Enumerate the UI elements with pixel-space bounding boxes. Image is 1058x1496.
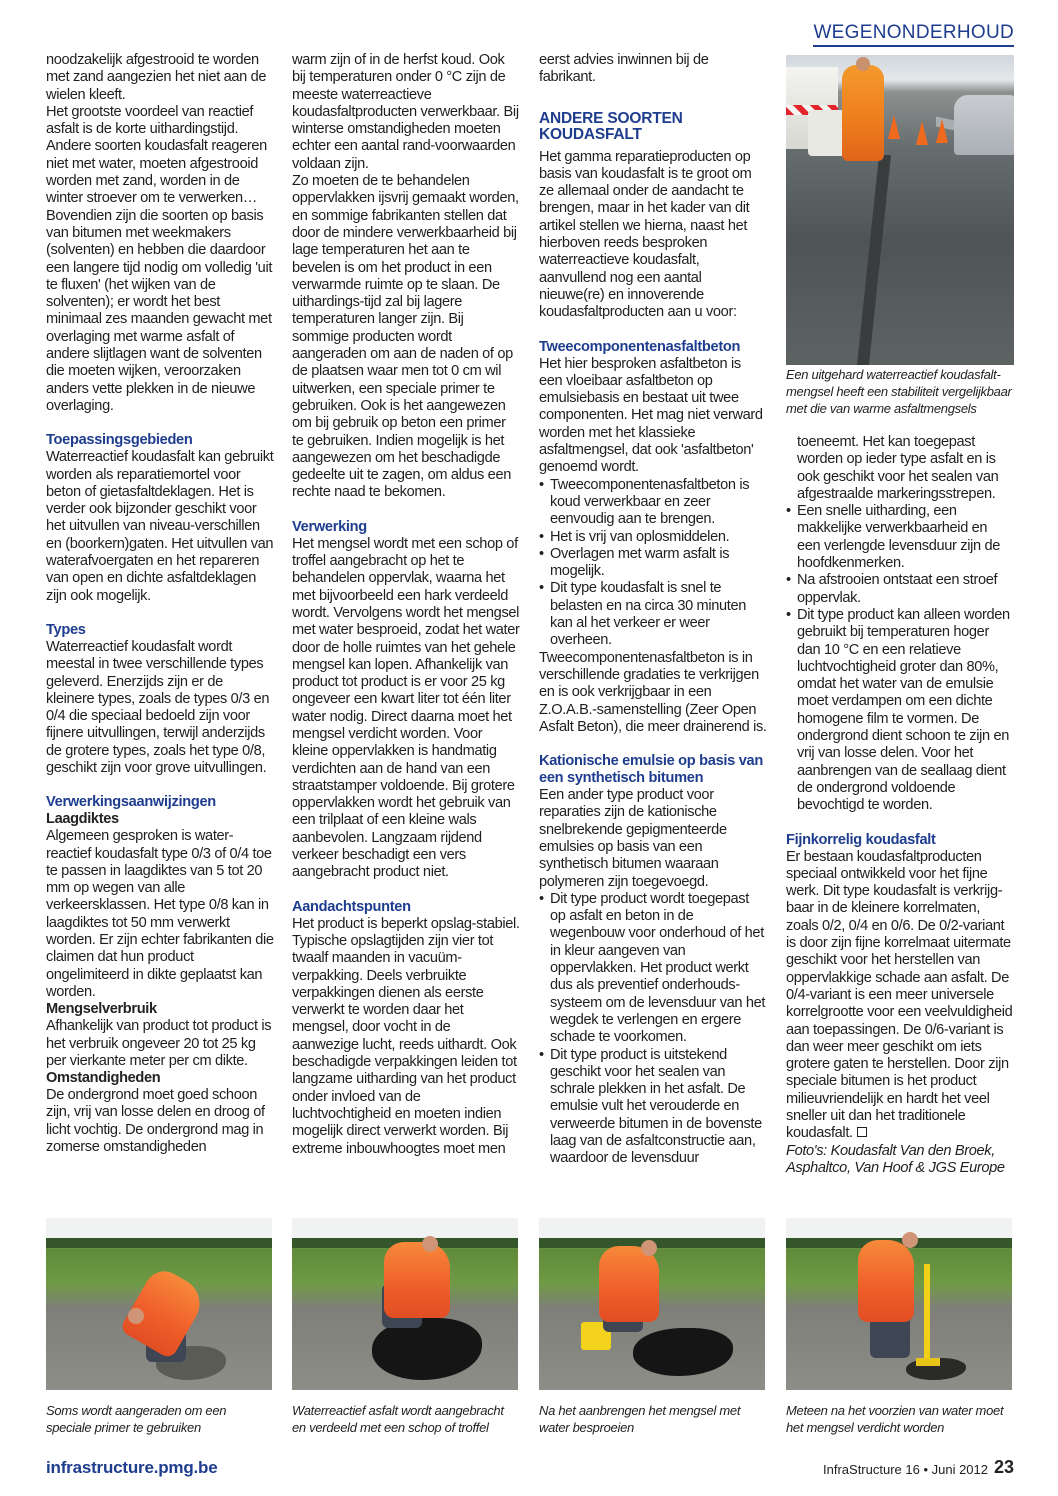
subheading-mengselverbruik: Mengselverbruik <box>46 1001 157 1018</box>
traffic-cone-icon <box>916 121 928 145</box>
heading-tweecomponenten: Tweecomponentenasfaltbeton <box>539 338 741 355</box>
worker-figure <box>384 1242 450 1318</box>
list-item: • Dit type product kan alleen worden gebruikt bij temperaturen hoger dan 10 °C en een relatieve luchtvochtigheid groter dan 80%, omdat het water van de emulsie moet verdampen om een dichte homogene film te vormen. De ondergrond dient schoon te zijn en vrij van losse delen. Voor het aanbrengen van de seallaag dient de ondergrond voldoende bevochtigd te worden. <box>786 607 1014 815</box>
list-item: • Een snelle uitharding, een makkelijke verwerkbaarheid en een verlengde levensduur zijn de hoofdkenmerken. <box>786 503 1014 572</box>
list-item: • Dit type product wordt toegepast op asfalt en beton in de wegenbouw voor onderhoud of het in kleur aangeven van oppervlakken. Het product werkt dus als preventief onderhouds-systeem om de levensduur van het wegdek te verlengen en ergere schade te voorkomen. <box>539 891 767 1047</box>
section-header: WEGENONDERHOUD <box>813 22 1014 47</box>
list-item: • Dit type koudasfalt is snel te belasten en na circa 30 minuten kan al het verkeer er weer overheen. <box>539 580 767 649</box>
heading-types: Types <box>46 621 86 638</box>
heading-toepassingsgebieden: Toepassingsgebieden <box>46 432 193 449</box>
paragraph <box>786 849 1014 1143</box>
subheading-omstandigheden: Omstandigheden <box>46 1070 161 1087</box>
end-mark-icon <box>857 1127 867 1137</box>
paragraph: Een ander type product voor reparaties zijn de kationische snelbrekende gepigmenteerde emulsies op basis van een synthetisch bitumen waaraan polymeren zijn toegevoegd. <box>539 787 727 890</box>
asphalt-patch <box>633 1328 733 1376</box>
list-item: • Tweecomponentenasfaltbeton is koud verwerkbaar en zeer eenvoudig aan te brengen. <box>539 477 767 529</box>
paragraph: Het gamma reparatieproducten op basis van koudasfalt is te groot om ze allemaal onder de aandacht te brengen, maar in het kader van dit artikel stellen we hierna, naast het hierboven reeds besproken waterreactieve koudasfalt, aanvullend nog een aantal nieuwe(re) en innoverende koudasfaltproducten aan u voor: <box>539 148 752 321</box>
bullet-list <box>786 503 1014 814</box>
paragraph: Afhankelijk van product tot product is het verbruik ongeveer 20 tot 25 kg per vierkante meter per cm dikte. <box>46 1018 272 1069</box>
heading-aandachtspunten: Aandachtspunten <box>292 898 411 915</box>
list-item: • Overlagen met warm asfalt is mogelijk. <box>539 546 767 581</box>
paragraph-text: Er bestaan koudasfaltproducten speciaal ontwikkeld voor het fijne werk. Dit type koudasfalt is verkrijg-baar in de kleinere korrelmaten, zoals 0/2, 0/4 en 0/6. De 0/2-variant is door zijn fijne korrelmaat uitermate geschikt voor het herstellen van oppervlakkige schade aan asfalt. De 0/4-variant is een meer universele korrelgrootte voor een veelvuldigheid aan toepassingen. De 0/6-variant is dan weer meer geschikt om iets grotere gaten te herstellen. Door zijn speciale bitumen is het product milieuvriendelijk en hardt het veel sneller uit dan het traditionele koudasfalt. <box>786 848 1013 1142</box>
paragraph: Waterreactief koudasfalt kan gebruikt worden als reparatiemortel voor beton of gietasfaltdeklagen. Het is verder ook bijzonder geschikt voor het uitvullen van niveau-verschillen en (boorkern)gaten. Het uitvullen van waterafvoergaten en het repareren van open en dichte asfaltdeklagen zijn ook mogelijk. <box>46 449 274 604</box>
photo-applying-mix <box>292 1218 518 1390</box>
worker-figure <box>858 1240 914 1322</box>
column-1 <box>46 52 274 1156</box>
column-4 <box>786 434 1014 1177</box>
worker-figure <box>599 1246 659 1322</box>
list-item: • Dit type product is uitstekend geschikt voor het sealen van schrale plekken in het asfalt. De emulsie vult het verouderde en verweerde bitumen in de bovenste laag van de asfaltconstructie aan, waardoor de levensduur <box>539 1047 767 1168</box>
hero-caption: Een uitgehard waterreactief koudasfalt-mengsel heeft een stabiliteit vergelijkbaar met die van warme asfaltmengsels <box>786 367 1012 416</box>
asphalt-seam <box>857 155 891 365</box>
paragraph: De ondergrond moet goed schoon zijn, vrij van losse delen en droog of licht vochtig. De ondergrond mag in zomerse omstandigheden <box>46 1087 265 1156</box>
paragraph: eerst advies inwinnen bij de fabrikant. <box>539 52 709 86</box>
traffic-cone-icon <box>936 119 948 143</box>
paragraph: Zo moeten de te behandelen oppervlakken ijsvrij gemaakt worden, en sommige fabrikanten stellen dat door de mindere verwerkbaarheid bij lage temperaturen het aan te bevelen is om het product in een verwarmde ruimte op te slaan. De uithardings-tijd zal bij lagere temperaturen langer zijn. Bij sommige producten wordt aangeraden om aan de naden of op de plaatsen waar men tot 0 cm wil uitwerken, een speciale primer te gebruiken. Ook is het aangewezen om bij gebruik op beton een primer te gebruiken. Indien mogelijk is het aangewezen om het beschadigde gedeelte uit te zagen, om aldus een rechte naad te bekomen. <box>292 173 519 501</box>
paragraph: Het grootste voordeel van reactief asfalt is de korte uithardingstijd. Andere soorten koudasfalt reageren niet met water, moeten afgestrooid worden met zand, worden in de winter stroever om te verwerken… Bovendien zijn die soorten op basis van bitumen met weekmakers (solventen) en hebben die daardoor een langere tijd nodig om volledig 'uit te fluxen' (het wijken van de solventen); er wordt het best minimaal zes maanden gewacht met overlaging met warme asfalt of andere slijtlagen want de solventen die moeten wijken, veroorzaken anders vette plekken in de nieuwe overlaging. <box>46 103 273 414</box>
heading-verwerkingsaanwijzingen: Verwerkingsaanwijzingen <box>46 794 216 811</box>
worker-head <box>902 1232 918 1248</box>
photo-caption: Na het aanbrengen het mengsel met water besproeien <box>539 1403 741 1435</box>
paragraph: noodzakelijk afgestrooid te worden met zand aangezien het niet aan de wielen kleeft. <box>46 52 267 103</box>
hero-photo-road-worker <box>786 55 1014 365</box>
column-3 <box>539 52 767 1168</box>
paragraph: warm zijn of in de herfst koud. Ook bij temperaturen onder 0 °C zijn de meeste waterreactieve koudasfaltproducten verwerkbaar. Bij winterse omstandigheden moeten echter een aantal rand-voorwaarden voldaan zijn. <box>292 52 519 172</box>
traffic-cone-icon <box>888 115 900 139</box>
photo-primer <box>46 1218 272 1390</box>
worker-head <box>856 57 870 71</box>
subheading-laagdiktes: Laagdiktes <box>46 811 119 828</box>
tamper-handle <box>924 1264 930 1360</box>
heading-fijnkorrelig: Fijnkorrelig koudasfalt <box>786 831 936 848</box>
photo-watering <box>539 1218 765 1390</box>
paragraph: Het product is beperkt opslag-stabiel. Typische opslagtijden zijn vier tot twaalf maanden in vacuüm-verpakking. Deels verbruikte verpakkingen dienen als eerste verwerkt te worden daar het mengsel, door vocht in de aanwezige lucht, reeds uithardt. Ook beschadigde verpakkingen leiden tot langzame uitharding van het product onder invloed van de luchtvochtigheid en moeten indien mogelijk direct verwerkt worden. Bij extreme inbouwhoogtes moet men <box>292 915 520 1157</box>
tamper-base <box>916 1358 940 1366</box>
worker-figure <box>842 65 884 161</box>
photo-credit: Foto's: Koudasfalt Van den Broek, Asphaltco, Van Hoof & JGS Europe <box>786 1142 1005 1176</box>
paragraph: Het mengsel wordt met een schop of troffel aangebracht op het te behandelen oppervlak, waarna het met bijvoorbeeld een hark verdeeld wordt. Vervolgens wordt het mengsel met water besproeid, zodat het water door de holle ruimtes van het gehele mengsel kan lopen. Afhankelijk van product tot product is er voor 25 kg ongeveer een kwart liter tot één liter water nodig. Direct daarna moet het mengsel verdicht worden. Voor kleine oppervlakken is handmatig verdichten aan de hand van een straatstamper voldoende. Bij grotere oppervlakken wordt het gebruik van een trilplaat of een kleine wals aanbevolen. Langzaam rijdend verkeer beschadigt een vers aangebracht product niet. <box>292 535 520 881</box>
photo-caption: Waterreactief asfalt wordt aangebracht en verdeeld met een schop of troffel <box>292 1403 504 1435</box>
bullet-list <box>539 891 767 1168</box>
page-number: 23 <box>993 1457 1014 1477</box>
heading-verwerking: Verwerking <box>292 518 367 535</box>
heading-kationische-emulsie: Kationische emulsie op basis van een synthetisch bitumen <box>539 753 763 787</box>
car <box>954 95 1014 155</box>
column-2 <box>292 52 520 1158</box>
worker-head <box>128 1308 144 1324</box>
list-item: • Na afstrooien ontstaat een stroef oppervlak. <box>786 572 1014 607</box>
photo-caption: Soms wordt aangeraden om een speciale primer te gebruiken <box>46 1403 227 1435</box>
bullet-list <box>539 477 767 650</box>
hedge <box>46 1238 272 1248</box>
paragraph: Waterreactief koudasfalt wordt meestal in twee verschillende types geleverd. Enerzijds zijn er de kleinere types, zoals de types 0/3 en 0/4 die speciaal bedoeld zijn voor fijnere uitvullingen, terwijl anderzijds de grotere types, zoals het type 0/8, geschikt zijn voor grove uitvullingen. <box>46 638 270 776</box>
heading-andere-soorten: ANDERE SOORTEN KOUDASFALT <box>539 109 683 143</box>
photo-caption: Meteen na het voorzien van water moet het mengsel verdicht worden <box>786 1403 1004 1435</box>
paragraph: Algemeen gesproken is water-reactief koudasfalt type 0/3 of 0/4 toe te passen in laagdiktes van 5 tot 20 mm op wegen van alle verkeersklassen. Het type 0/8 kan in laagdiktes tot 50 mm verwerkt worden. Er zijn echter fabrikanten die claimen dat hun product ongelimiteerd in dikte geplaatst kan worden. <box>46 828 274 1000</box>
paragraph: Het hier besproken asfaltbeton is een vloeibaar asfaltbeton op emulsiebasis en bestaat uit twee componenten. Het mag niet verward worden met het klassieke asfaltmengsel, dat ook 'asfaltbeton' genoemd wordt. <box>539 355 763 476</box>
worker-head <box>641 1240 657 1256</box>
photo-compacting <box>786 1218 1012 1390</box>
footer-website-link[interactable]: infrastructure.pmg.be <box>46 1458 218 1477</box>
paragraph: toeneemt. Het kan toegepast worden op ieder type asfalt en is ook geschikt voor het sealen van afgestraalde markeringsstrepen. <box>797 434 999 502</box>
list-item: • Het is vrij van oplosmiddelen. <box>539 529 767 546</box>
footer-issue-info: InfraStructure 16 • Juni 2012 <box>823 1462 988 1477</box>
paragraph: Tweecomponentenasfaltbeton is in verschillende gradaties te verkrijgen en is ook verkrijgbaar in een Z.O.A.B.-samenstelling (Zeer Open Asfalt Beton), die meer drainerend is. <box>539 649 767 735</box>
worker-head <box>422 1236 438 1252</box>
